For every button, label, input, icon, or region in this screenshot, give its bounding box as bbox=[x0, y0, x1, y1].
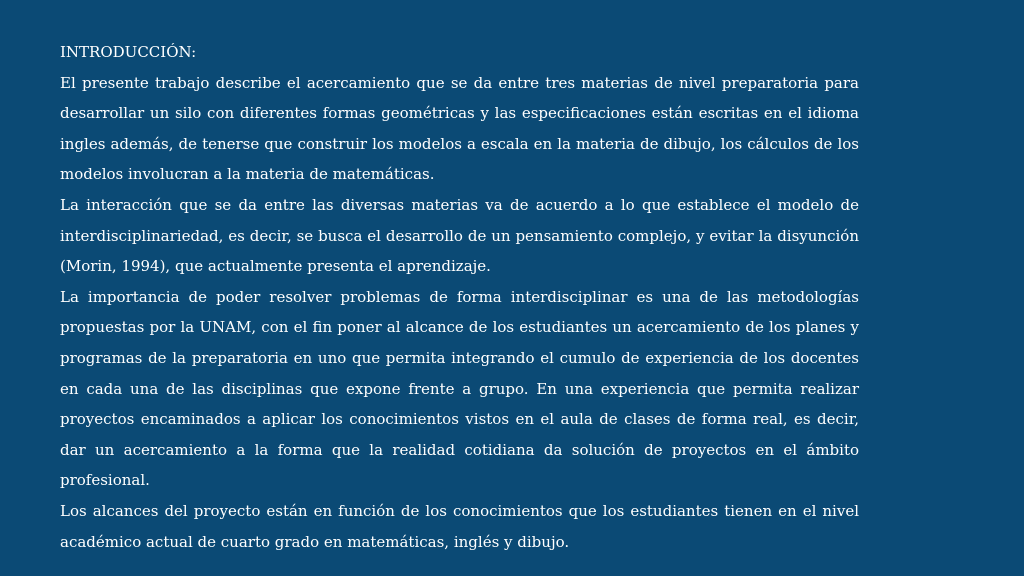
paragraph-scope: Los alcances del proyecto están en función de los conocimientos que los estudiantes tienen en el nivel académico actual de cuarto grado en matemáticas, inglés y dibujo. bbox=[60, 501, 859, 551]
paragraph-importance: La importancia de poder resolver problemas de forma interdisciplinar es una de las metodologías propuestas por la UNAM, con el fin poner al alcance de los estudiantes un acercamiento de los planes y programas de la preparatoria en uno que permita integrando el cumulo de experiencia de los docentes en cada una de las disciplinas que expone frente a grupo. En una experiencia que permita realizar proyectos encaminados a aplicar los conocimientos vistos en el aula de clases de forma real, es decir, dar un acercamiento a la forma que la realidad cotidiana da solución de proyectos en el ámbito profesional. bbox=[60, 287, 859, 490]
section-heading: INTRODUCCIÓN: bbox=[60, 43, 197, 61]
paragraph-interdisciplinarity: La interacción que se da entre las diversas materias va de acuerdo a lo que establece el modelo de interdisciplinariedad, es decir, se busca el desarrollo de un pensamiento complejo, y evitar la disyunción (Morin, 1994), que actualmente presenta el aprendizaje. bbox=[60, 195, 859, 276]
paragraph-intro: El presente trabajo describe el acercamiento que se da entre tres materias de nivel preparatoria para desarrollar un silo con diferentes formas geométricas y las especificaciones están escritas en el idioma ingles además, de tenerse que construir los modelos a escala en la materia de dibujo, los cálculos de los modelos involucran a la materia de matemáticas. bbox=[60, 73, 859, 184]
